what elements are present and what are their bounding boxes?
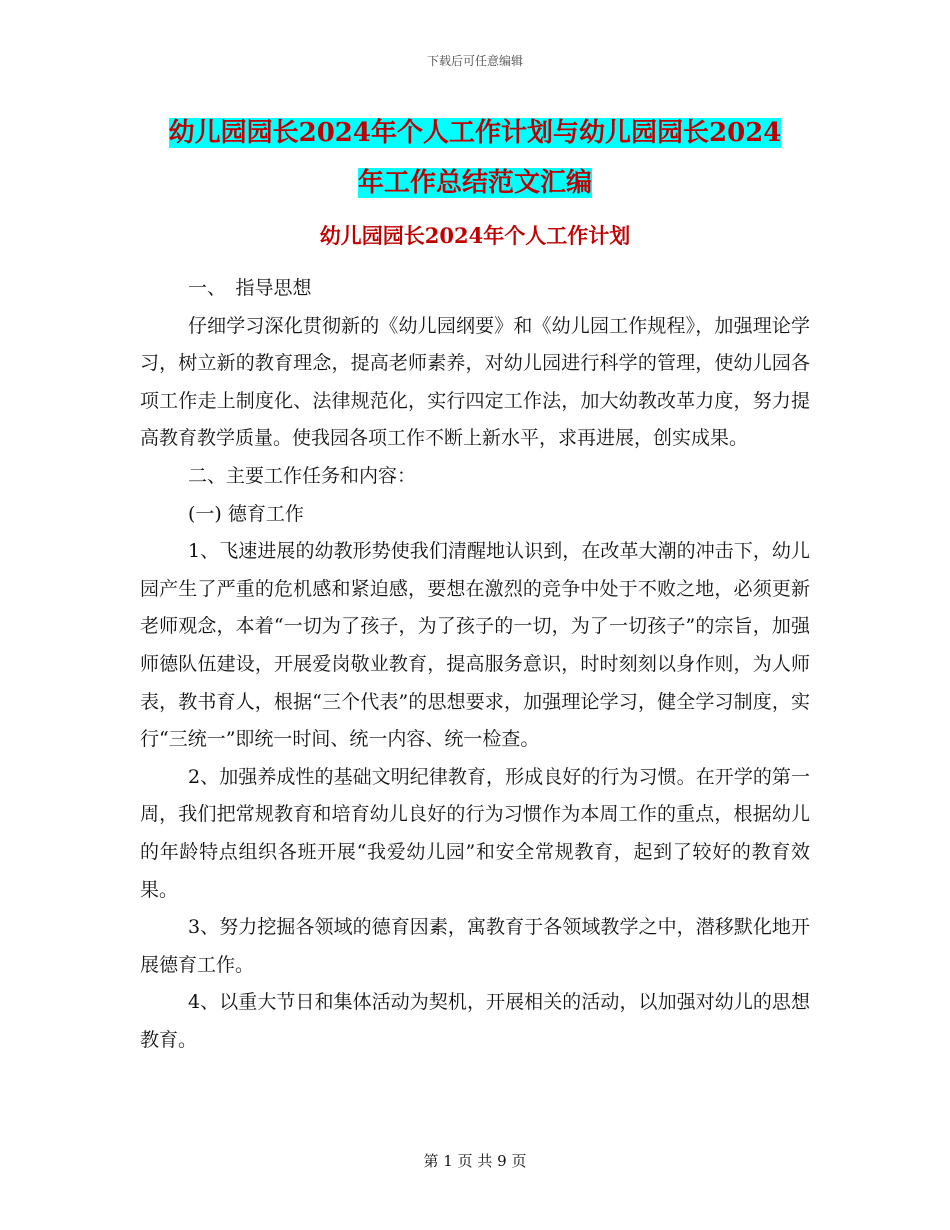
page-header: 下载后可任意编辑 (426, 54, 523, 68)
paragraph-guiding-ideology: 仔细学习深化贯彻新的《幼儿园纲要》和《幼儿园工作规程》，加强理论学习，树立新的教育理念，提高老师素养，对幼儿园进行科学的管理，使幼儿园各项工作走上制度化、法律规范化，实行四定工作法，加大幼教改革力度，努力提高教育教学质量。使我园各项工作不断上新水平，求再进展，创实成果。 (140, 314, 810, 450)
document-title (140, 108, 810, 208)
document-title-line-1: 幼儿园园长2024年个人工作计划与幼儿园园长2024 (168, 118, 782, 148)
document-title-line-2: 年工作总结范文汇编 (357, 168, 592, 198)
heading-main-tasks: 二、主要工作任务和内容： (188, 464, 417, 487)
page-number: 第 1 页 共 9 页 (423, 1152, 527, 1170)
paragraph-item-1: 1、飞速进展的幼教形势使我们清醒地认识到，在改革大潮的冲击下，幼儿园产生了严重的危机感和紧迫感，要想在激烈的竞争中处于不败之地，必须更新老师观念，本着“一切为了孩子，为了孩子的一切，为了一切孩子”的宗旨，加强师德队伍建设，开展爱岗敬业教育，提高服务意识，时时刻刻以身作则，为人师表，教书育人，根据“三个代表”的思想要求，加强理论学习，健全学习制度，实行“三统一”即统一时间、统一内容、统一检查。 (140, 540, 810, 751)
heading-guiding-ideology: 一、 指导思想 (188, 277, 312, 299)
section-title: 幼儿园园长2024年个人工作计划 (319, 223, 631, 248)
paragraph-item-2: 2、加强养成性的基础文明纪律教育，形成良好的行为习惯。在开学的第一周，我们把常规教育和培育幼儿良好的行为习惯作为本周工作的重点，根据幼儿的年龄特点组织各班开展“我爱幼儿园”和安全常规教育，起到了较好的教育效果。 (140, 765, 810, 901)
heading-moral-education: (一) 德育工作 (188, 502, 304, 525)
paragraph-item-4: 4、以重大节日和集体活动为契机，开展相关的活动，以加强对幼儿的思想教育。 (140, 991, 810, 1051)
paragraph-item-3: 3、努力挖掘各领域的德育因素，寓教育于各领域教学之中，潜移默化地开展德育工作。 (140, 916, 810, 976)
document-body (140, 270, 810, 1059)
